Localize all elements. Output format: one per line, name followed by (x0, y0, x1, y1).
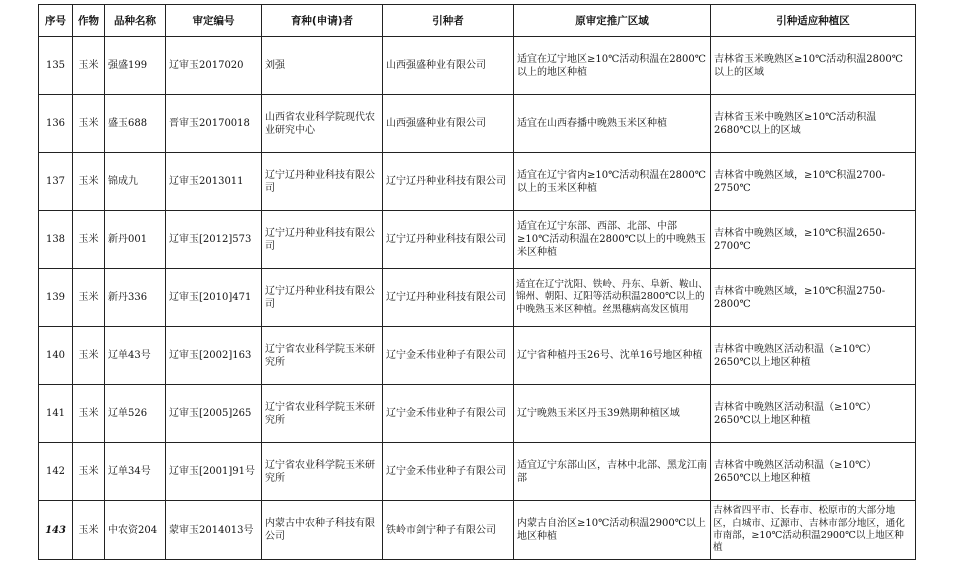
cell-crop: 玉米 (73, 153, 105, 211)
cell-adapted-area: 吉林省中晚熟区活动积温（≥10℃）2650℃以上地区种植 (711, 385, 916, 443)
cell-approval: 辽审玉[2001]91号 (166, 443, 262, 501)
cell-original-area: 辽宁晚熟玉米区丹玉39熟期种植区域 (514, 385, 711, 443)
cell-no: 140 (39, 327, 73, 385)
cell-adapted-area: 吉林省中晚熟区域，≥10℃积温2750-2800℃ (711, 269, 916, 327)
cell-crop: 玉米 (73, 385, 105, 443)
table-row (39, 211, 916, 269)
cell-introducer: 辽宁辽丹种业科技有限公司 (383, 269, 514, 327)
cell-breeder: 辽宁省农业科学院玉米研究所 (262, 385, 383, 443)
cell-approval: 辽审玉2013011 (166, 153, 262, 211)
cell-introducer: 山西强盛种业有限公司 (383, 95, 514, 153)
cell-variety: 辽单43号 (105, 327, 166, 385)
cell-breeder: 辽宁辽丹种业科技有限公司 (262, 269, 383, 327)
variety-table-sheet (38, 4, 916, 560)
table-row (39, 153, 916, 211)
table-row (39, 269, 916, 327)
cell-introducer: 辽宁金禾伟业种子有限公司 (383, 385, 514, 443)
table-row (39, 443, 916, 501)
cell-no: 141 (39, 385, 73, 443)
cell-original-area: 适宜在山西春播中晚熟玉米区种植 (514, 95, 711, 153)
cell-original-area: 适宜在辽宁地区≥10℃活动积温在2800℃以上的地区种植 (514, 37, 711, 95)
cell-breeder: 辽宁省农业科学院玉米研究所 (262, 443, 383, 501)
cell-introducer: 辽宁辽丹种业科技有限公司 (383, 153, 514, 211)
cell-adapted-area: 吉林省中晚熟区域，≥10℃积温2650-2700℃ (711, 211, 916, 269)
variety-table (38, 4, 916, 560)
header-crop: 作物 (73, 5, 105, 37)
cell-original-area: 适宜辽宁东部山区，吉林中北部、黑龙江南部 (514, 443, 711, 501)
table-row (39, 385, 916, 443)
cell-variety: 中农资204 (105, 501, 166, 560)
cell-variety: 强盛199 (105, 37, 166, 95)
header-no: 序号 (39, 5, 73, 37)
cell-adapted-area: 吉林省四平市、长春市、松原市的大部分地区，白城市、辽源市、吉林市部分地区，通化市南部，≥10℃活动积温2900℃以上地区种植 (711, 501, 916, 560)
cell-original-area: 内蒙古自治区≥10℃活动积温2900℃以上地区种植 (514, 501, 711, 560)
header-original-area: 原审定推广区域 (514, 5, 711, 37)
cell-breeder: 辽宁辽丹种业科技有限公司 (262, 211, 383, 269)
header-approval: 审定编号 (166, 5, 262, 37)
cell-no: 136 (39, 95, 73, 153)
cell-crop: 玉米 (73, 443, 105, 501)
cell-no: 138 (39, 211, 73, 269)
cell-original-area: 辽宁省种植丹玉26号、沈单16号地区种植 (514, 327, 711, 385)
cell-adapted-area: 吉林省玉米中晚熟区≥10℃活动积温2680℃以上的区域 (711, 95, 916, 153)
cell-approval: 辽审玉[2010]471 (166, 269, 262, 327)
cell-no: 142 (39, 443, 73, 501)
cell-variety: 新丹336 (105, 269, 166, 327)
cell-variety: 盛玉688 (105, 95, 166, 153)
cell-breeder: 刘强 (262, 37, 383, 95)
table-header-row (39, 5, 916, 37)
cell-adapted-area: 吉林省中晚熟区活动积温（≥10℃）2650℃以上地区种植 (711, 327, 916, 385)
cell-approval: 辽审玉[2005]265 (166, 385, 262, 443)
cell-no: 143 (39, 501, 73, 560)
table-row (39, 37, 916, 95)
header-breeder: 育种(申请)者 (262, 5, 383, 37)
cell-breeder: 山西省农业科学院现代农业研究中心 (262, 95, 383, 153)
cell-variety: 辽单526 (105, 385, 166, 443)
cell-breeder: 辽宁辽丹种业科技有限公司 (262, 153, 383, 211)
table-row (39, 327, 916, 385)
header-introducer: 引种者 (383, 5, 514, 37)
cell-no: 139 (39, 269, 73, 327)
cell-no: 135 (39, 37, 73, 95)
cell-adapted-area: 吉林省中晚熟区活动积温（≥10℃）2650℃以上地区种植 (711, 443, 916, 501)
cell-original-area: 适宜在辽宁东部、西部、北部、中部≥10℃活动积温在2800℃以上的中晚熟玉米区种植 (514, 211, 711, 269)
cell-approval: 蒙审玉2014013号 (166, 501, 262, 560)
cell-introducer: 山西强盛种业有限公司 (383, 37, 514, 95)
cell-breeder: 辽宁省农业科学院玉米研究所 (262, 327, 383, 385)
cell-crop: 玉米 (73, 37, 105, 95)
header-adapted-area: 引种适应种植区 (711, 5, 916, 37)
cell-approval: 辽审玉2017020 (166, 37, 262, 95)
cell-no: 137 (39, 153, 73, 211)
cell-approval: 辽审玉[2012]573 (166, 211, 262, 269)
cell-crop: 玉米 (73, 211, 105, 269)
table-row (39, 501, 916, 560)
cell-original-area: 适宜在辽宁沈阳、铁岭、丹东、阜新、鞍山、锦州、朝阳、辽阳等活动积温2800℃以上的中晚熟玉米区种植。丝黑穗病高发区慎用 (514, 269, 711, 327)
cell-original-area: 适宜在辽宁省内≥10℃活动积温在2800℃以上的玉米区种植 (514, 153, 711, 211)
cell-introducer: 辽宁辽丹种业科技有限公司 (383, 211, 514, 269)
cell-introducer: 铁岭市剑宁种子有限公司 (383, 501, 514, 560)
cell-variety: 新丹001 (105, 211, 166, 269)
table-row (39, 95, 916, 153)
cell-adapted-area: 吉林省中晚熟区域，≥10℃积温2700-2750℃ (711, 153, 916, 211)
cell-introducer: 辽宁金禾伟业种子有限公司 (383, 443, 514, 501)
cell-crop: 玉米 (73, 501, 105, 560)
cell-adapted-area: 吉林省玉米晚熟区≥10℃活动积温2800℃以上的区域 (711, 37, 916, 95)
cell-variety: 锦成九 (105, 153, 166, 211)
cell-approval: 晋审玉20170018 (166, 95, 262, 153)
cell-breeder: 内蒙古中农种子科技有限公司 (262, 501, 383, 560)
header-variety: 品种名称 (105, 5, 166, 37)
cell-variety: 辽单34号 (105, 443, 166, 501)
cell-approval: 辽审玉[2002]163 (166, 327, 262, 385)
cell-crop: 玉米 (73, 95, 105, 153)
cell-crop: 玉米 (73, 269, 105, 327)
cell-introducer: 辽宁金禾伟业种子有限公司 (383, 327, 514, 385)
cell-crop: 玉米 (73, 327, 105, 385)
